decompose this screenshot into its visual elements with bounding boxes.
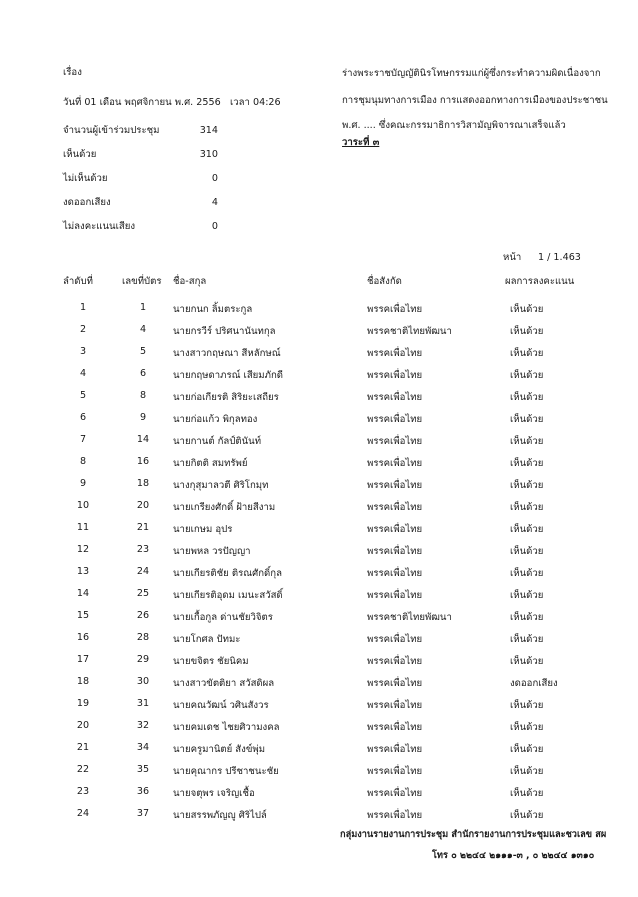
card-number: 4 (139, 324, 147, 335)
col-header-no: ลำดับที่ (63, 276, 93, 287)
row-number: 24 (76, 808, 90, 819)
row-number: 22 (76, 764, 90, 775)
table-row (0, 676, 638, 696)
table-row (0, 808, 638, 828)
stat-label: จำนวนผู้เข้าร่วมประชุม (63, 125, 160, 136)
party-name: พรรคเพื่อไทย (367, 722, 423, 733)
table-row (0, 632, 638, 652)
table-row (0, 434, 638, 454)
vote-result: เห็นด้วย (510, 370, 544, 381)
table-row (0, 720, 638, 740)
vote-result: เห็นด้วย (510, 590, 544, 601)
vote-result: เห็นด้วย (510, 700, 544, 711)
bill-line-1: ร่างพระราชบัญญัตินิรโทษกรรมแก่ผู้ซึ่งกระทำความผิดเนื่องจาก (342, 68, 601, 79)
page-label: หน้า (503, 252, 522, 263)
card-number: 18 (136, 478, 150, 489)
row-number: 21 (76, 742, 90, 753)
vote-result: เห็นด้วย (510, 788, 544, 799)
party-name: พรรคเพื่อไทย (367, 502, 423, 513)
stat-value: 314 (199, 125, 218, 136)
stat-value: 0 (211, 173, 218, 184)
vote-result: เห็นด้วย (510, 656, 544, 667)
bill-line-2: การชุมนุมทางการเมือง การแสดงออกทางการเมืองของประชาชน (342, 95, 608, 106)
party-name: พรรคเพื่อไทย (367, 634, 423, 645)
card-number: 29 (136, 654, 150, 665)
party-name: พรรคชาติไทยพัฒนา (367, 326, 452, 337)
stat-label: ไม่เห็นด้วย (63, 173, 108, 184)
card-number: 16 (136, 456, 150, 467)
row-number: 10 (76, 500, 90, 511)
table-row (0, 302, 638, 322)
vote-result: เห็นด้วย (510, 480, 544, 491)
row-number: 15 (76, 610, 90, 621)
table-row (0, 654, 638, 674)
row-number: 2 (79, 324, 87, 335)
bill-line-3: พ.ศ. .... ซึ่งคณะกรรมาธิการวิสามัญพิจารณาเสร็จแล้ว (342, 120, 566, 131)
member-name: นายกรวีร์ ปริศนานันทกุล (173, 326, 276, 337)
member-name: นายคุณากร ปรีชาชนะชัย (173, 766, 279, 777)
member-name: นางกุสุมาลวตี ศิริโกมุท (173, 480, 269, 491)
member-name: นางสาวขัตติยา สวัสดิผล (173, 678, 275, 689)
table-row (0, 588, 638, 608)
vote-result: เห็นด้วย (510, 634, 544, 645)
vote-result: เห็นด้วย (510, 436, 544, 447)
card-number: 21 (136, 522, 150, 533)
row-number: 4 (79, 368, 87, 379)
card-number: 6 (139, 368, 147, 379)
vote-result: เห็นด้วย (510, 458, 544, 469)
table-row (0, 698, 638, 718)
party-name: พรรคเพื่อไทย (367, 304, 423, 315)
col-header-name: ชื่อ-สกุล (173, 276, 207, 287)
stat-label: เห็นด้วย (63, 149, 97, 160)
table-row (0, 324, 638, 344)
member-name: นายสรรพภัญญู ศิริไปล์ (173, 810, 267, 821)
stat-value: 4 (211, 197, 218, 208)
party-name: พรรคเพื่อไทย (367, 458, 423, 469)
meeting-time: เวลา 04:26 (230, 97, 281, 108)
vote-result: เห็นด้วย (510, 546, 544, 557)
party-name: พรรคเพื่อไทย (367, 678, 423, 689)
row-number: 11 (76, 522, 90, 533)
party-name: พรรคเพื่อไทย (367, 700, 423, 711)
vote-result: งดออกเสียง (510, 678, 558, 689)
table-row (0, 764, 638, 784)
stat-label: ไม่ลงคะแนนเสียง (63, 221, 136, 232)
reading-label: วาระที่ ๓ (342, 137, 380, 148)
party-name: พรรคเพื่อไทย (367, 766, 423, 777)
member-name: นายกิตติ สมทรัพย์ (173, 458, 248, 469)
vote-result: เห็นด้วย (510, 568, 544, 579)
party-name: พรรคเพื่อไทย (367, 568, 423, 579)
card-number: 20 (136, 500, 150, 511)
vote-result: เห็นด้วย (510, 524, 544, 535)
member-name: นายเกียรติชัย ติรณศักดิ์กุล (173, 568, 282, 579)
member-name: นายคมเดช ไชยศิวามงคล (173, 722, 280, 733)
card-number: 34 (136, 742, 150, 753)
row-number: 18 (76, 676, 90, 687)
member-name: นายกนก ลิ้มตระกูล (173, 304, 253, 315)
member-name: นายครูมานิตย์ สังข์พุ่ม (173, 744, 266, 755)
member-name: นายจตุพร เจริญเชื้อ (173, 788, 255, 799)
table-row (0, 412, 638, 432)
vote-result: เห็นด้วย (510, 304, 544, 315)
card-number: 8 (139, 390, 147, 401)
page-number: 1 / 1.463 (538, 252, 581, 263)
row-number: 8 (79, 456, 87, 467)
card-number: 24 (136, 566, 150, 577)
col-header-party: ชื่อสังกัด (367, 276, 402, 287)
row-number: 6 (79, 412, 87, 423)
party-name: พรรคเพื่อไทย (367, 392, 423, 403)
row-number: 1 (79, 302, 87, 313)
party-name: พรรคเพื่อไทย (367, 590, 423, 601)
table-row (0, 456, 638, 476)
table-row (0, 786, 638, 806)
member-name: นายเกียรติอุดม เมนะสวัสดิ์ (173, 590, 283, 601)
member-name: นายกฤษดาภรณ์ เสียมภักดี (173, 370, 283, 381)
member-name: นายขจิตร ชัยนิคม (173, 656, 249, 667)
member-name: นางสาวกฤษณา สีหลักษณ์ (173, 348, 281, 359)
vote-result: เห็นด้วย (510, 392, 544, 403)
vote-result: เห็นด้วย (510, 348, 544, 359)
card-number: 37 (136, 808, 150, 819)
col-header-card: เลขที่บัตร (122, 276, 162, 287)
party-name: พรรคเพื่อไทย (367, 546, 423, 557)
member-name: นายโกศล ปัทมะ (173, 634, 241, 645)
party-name: พรรคเพื่อไทย (367, 414, 423, 425)
row-number: 7 (79, 434, 87, 445)
party-name: พรรคเพื่อไทย (367, 788, 423, 799)
row-number: 16 (76, 632, 90, 643)
row-number: 14 (76, 588, 90, 599)
party-name: พรรคเพื่อไทย (367, 436, 423, 447)
card-number: 14 (136, 434, 150, 445)
subject-label: เรื่อง (63, 67, 82, 78)
card-number: 1 (139, 302, 147, 313)
card-number: 28 (136, 632, 150, 643)
card-number: 30 (136, 676, 150, 687)
row-number: 5 (79, 390, 87, 401)
card-number: 26 (136, 610, 150, 621)
table-row (0, 368, 638, 388)
table-row (0, 544, 638, 564)
member-name: นายเกษม อุปร (173, 524, 233, 535)
party-name: พรรคเพื่อไทย (367, 656, 423, 667)
col-header-result: ผลการลงคะแนน (505, 276, 575, 287)
party-name: พรรคเพื่อไทย (367, 348, 423, 359)
vote-result: เห็นด้วย (510, 744, 544, 755)
footer-office: กลุ่มงานรายงานการประชุม สำนักรายงานการประชุมและชวเลข สผ (340, 829, 607, 840)
row-number: 20 (76, 720, 90, 731)
table-row (0, 742, 638, 762)
card-number: 25 (136, 588, 150, 599)
stat-value: 310 (199, 149, 218, 160)
table-row (0, 522, 638, 542)
row-number: 23 (76, 786, 90, 797)
vote-result: เห็นด้วย (510, 810, 544, 821)
card-number: 31 (136, 698, 150, 709)
vote-result: เห็นด้วย (510, 326, 544, 337)
row-number: 17 (76, 654, 90, 665)
meeting-date: วันที่ 01 เดือน พฤศจิกายน พ.ศ. 2556 (63, 97, 221, 108)
table-row (0, 610, 638, 630)
party-name: พรรคเพื่อไทย (367, 480, 423, 491)
member-name: นายเกื้อกูล ด่านชัยวิจิตร (173, 612, 273, 623)
vote-result: เห็นด้วย (510, 414, 544, 425)
table-row (0, 346, 638, 366)
table-row (0, 500, 638, 520)
party-name: พรรคเพื่อไทย (367, 810, 423, 821)
card-number: 5 (139, 346, 147, 357)
member-name: นายก่อแก้ว พิกุลทอง (173, 414, 258, 425)
party-name: พรรคเพื่อไทย (367, 524, 423, 535)
card-number: 9 (139, 412, 147, 423)
vote-result: เห็นด้วย (510, 766, 544, 777)
footer-phone: โทร ๐ ๒๒๔๔ ๒๑๑๑-๓ , ๐ ๒๒๔๔ ๑๓๑๐ (432, 850, 595, 861)
card-number: 23 (136, 544, 150, 555)
member-name: นายก่อเกียรติ สิริยะเสถียร (173, 392, 279, 403)
vote-result: เห็นด้วย (510, 612, 544, 623)
party-name: พรรคเพื่อไทย (367, 744, 423, 755)
table-row (0, 390, 638, 410)
row-number: 13 (76, 566, 90, 577)
card-number: 32 (136, 720, 150, 731)
card-number: 35 (136, 764, 150, 775)
party-name: พรรคชาติไทยพัฒนา (367, 612, 452, 623)
stat-label: งดออกเสียง (63, 197, 111, 208)
table-row (0, 478, 638, 498)
stat-value: 0 (211, 221, 218, 232)
row-number: 19 (76, 698, 90, 709)
vote-result: เห็นด้วย (510, 722, 544, 733)
vote-result: เห็นด้วย (510, 502, 544, 513)
member-name: นายคณวัฒน์ วศินสังวร (173, 700, 269, 711)
card-number: 36 (136, 786, 150, 797)
party-name: พรรคเพื่อไทย (367, 370, 423, 381)
row-number: 12 (76, 544, 90, 555)
row-number: 3 (79, 346, 87, 357)
member-name: นายกานต์ กัลป์ตินันท์ (173, 436, 262, 447)
row-number: 9 (79, 478, 87, 489)
member-name: นายพหล วรปัญญา (173, 546, 251, 557)
member-name: นายเกรียงศักดิ์ ฝ้ายสีงาม (173, 502, 276, 513)
table-row (0, 566, 638, 586)
